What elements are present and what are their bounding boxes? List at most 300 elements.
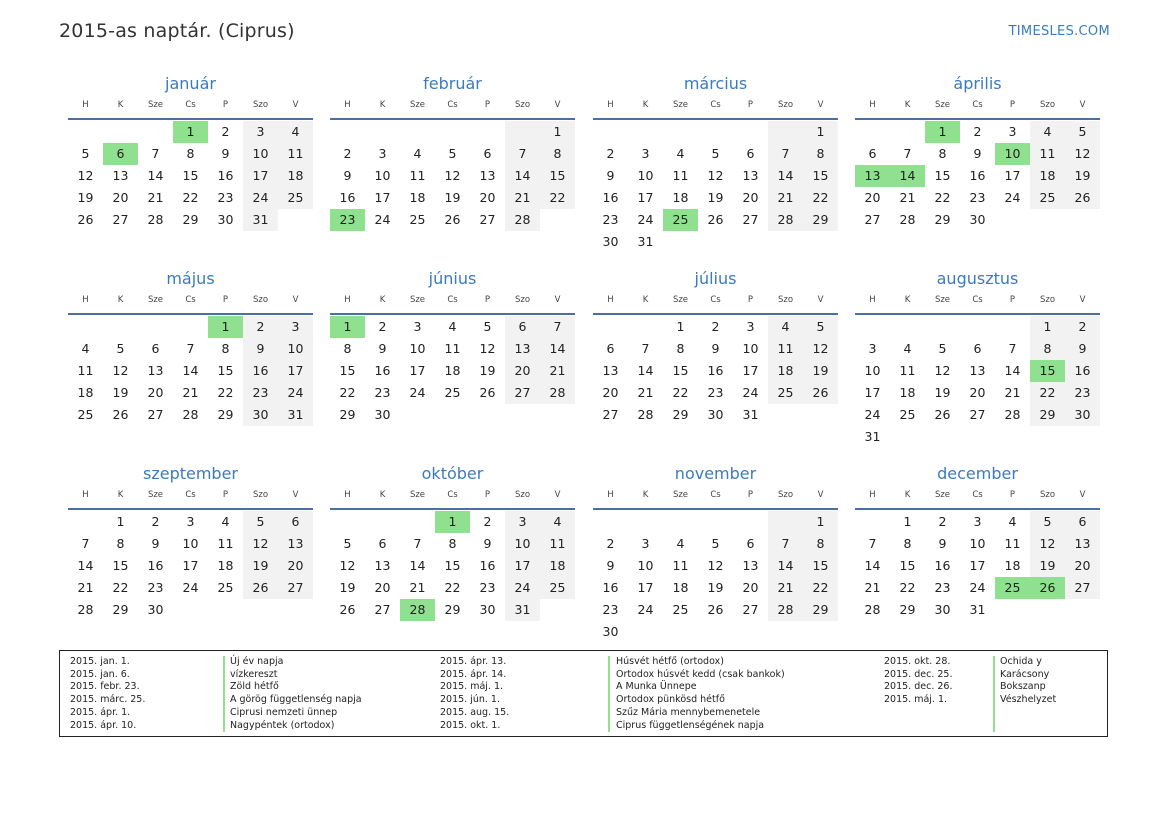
- empty-day-cell: [733, 121, 768, 143]
- day-cell: 2: [343, 146, 352, 161]
- weekday-label: Cs: [447, 295, 458, 305]
- weekday-label: Szo: [252, 295, 269, 305]
- day-cell: 11: [77, 363, 94, 378]
- day-cell: 7: [903, 146, 912, 161]
- day-cell: 27: [479, 212, 496, 227]
- day-cell: 7: [151, 146, 160, 161]
- month-február: [330, 73, 575, 231]
- weekday-label: P: [747, 490, 754, 500]
- day-cell: 17: [637, 580, 654, 595]
- header-rule: [593, 313, 838, 315]
- weekday-header: [68, 488, 313, 502]
- day-cell: 28: [864, 602, 881, 617]
- day-cell: 29: [217, 407, 234, 422]
- day-cell: 20: [742, 580, 759, 595]
- day-cell: 7: [540, 316, 575, 338]
- day-cell: 25: [768, 382, 803, 404]
- legend-entry: 2015. jan. 1.: [70, 656, 130, 667]
- month-name: április: [953, 74, 1002, 93]
- weekday-label: P: [484, 100, 491, 110]
- day-cell: 29: [112, 602, 129, 617]
- day-cell: 23: [1065, 382, 1100, 404]
- legend-names-col-3: [1000, 656, 1056, 707]
- day-cell: 26: [243, 577, 278, 599]
- day-cell: 6: [868, 146, 877, 161]
- day-cell: 12: [707, 558, 724, 573]
- legend-entry: vízkereszt: [230, 668, 278, 680]
- day-cell: 3: [746, 319, 755, 334]
- day-cell: 11: [409, 168, 426, 183]
- empty-day-cell: [855, 316, 890, 338]
- empty-day-cell: [330, 511, 365, 533]
- day-cell: 24: [864, 407, 881, 422]
- day-cell: 17: [637, 190, 654, 205]
- month-március: [593, 73, 838, 253]
- empty-day-cell: [698, 121, 733, 143]
- month-name: június: [428, 269, 477, 288]
- day-cell: 20: [602, 385, 619, 400]
- weekday-label: Sze: [934, 490, 951, 500]
- weekday-label: V: [817, 295, 824, 305]
- day-cell: 16: [1065, 360, 1100, 382]
- day-grid: [855, 511, 1100, 621]
- month-november: [593, 463, 838, 643]
- day-cell: 24: [969, 580, 986, 595]
- day-cell: 11: [444, 341, 461, 356]
- holiday-day-cell: 15: [1030, 360, 1065, 382]
- weekday-label: Sze: [409, 490, 426, 500]
- day-cell: 29: [803, 209, 838, 231]
- day-cell: 8: [221, 341, 230, 356]
- day-cell: 5: [711, 146, 720, 161]
- day-cell: 5: [1030, 511, 1065, 533]
- day-cell: 4: [903, 341, 912, 356]
- day-cell: 31: [243, 209, 278, 231]
- weekday-label: K: [117, 490, 124, 500]
- month-name: augusztus: [936, 269, 1019, 288]
- day-cell: 29: [803, 599, 838, 621]
- empty-day-cell: [435, 121, 470, 143]
- weekday-label: P: [1009, 490, 1016, 500]
- day-cell: 9: [483, 536, 492, 551]
- day-cell: 29: [444, 602, 461, 617]
- day-cell: 3: [243, 121, 278, 143]
- day-cell: 20: [147, 385, 164, 400]
- month-július: [593, 268, 838, 426]
- empty-day-cell: [68, 511, 103, 533]
- weekday-label: H: [82, 295, 89, 305]
- day-cell: 6: [505, 316, 540, 338]
- day-cell: 22: [112, 580, 129, 595]
- weekday-label: V: [554, 490, 561, 500]
- day-cell: 18: [278, 165, 313, 187]
- day-cell: 21: [864, 580, 881, 595]
- day-cell: 15: [803, 555, 838, 577]
- legend-dates-col-3: [884, 656, 952, 707]
- empty-day-cell: [400, 121, 435, 143]
- day-cell: 4: [278, 121, 313, 143]
- day-cell: 5: [1065, 121, 1100, 143]
- day-cell: 12: [243, 533, 278, 555]
- weekday-label: V: [817, 490, 824, 500]
- day-cell: 7: [413, 536, 422, 551]
- day-cell: 8: [186, 146, 195, 161]
- day-cell: 9: [973, 146, 982, 161]
- day-cell: 26: [1065, 187, 1100, 209]
- day-grid: [68, 121, 313, 231]
- day-cell: 18: [217, 558, 234, 573]
- day-cell: 15: [672, 363, 689, 378]
- day-cell: 2: [1065, 316, 1100, 338]
- day-cell: 31: [864, 429, 881, 444]
- day-cell: 27: [505, 382, 540, 404]
- day-cell: 14: [77, 558, 94, 573]
- day-cell: 25: [540, 577, 575, 599]
- day-cell: 27: [864, 212, 881, 227]
- day-cell: 18: [540, 555, 575, 577]
- day-cell: 26: [77, 212, 94, 227]
- month-name: május: [166, 269, 215, 288]
- day-cell: 13: [742, 558, 759, 573]
- day-cell: 17: [742, 363, 759, 378]
- day-cell: 2: [973, 124, 982, 139]
- day-cell: 13: [112, 168, 129, 183]
- day-cell: 7: [868, 536, 877, 551]
- weekday-label: V: [1079, 100, 1086, 110]
- empty-day-cell: [768, 511, 803, 533]
- day-cell: 15: [803, 165, 838, 187]
- empty-day-cell: [960, 316, 995, 338]
- day-cell: 17: [969, 558, 986, 573]
- month-május: [68, 268, 313, 426]
- day-cell: 21: [409, 580, 426, 595]
- day-cell: 10: [243, 143, 278, 165]
- day-cell: 3: [413, 319, 422, 334]
- day-cell: 14: [540, 338, 575, 360]
- day-cell: 26: [339, 602, 356, 617]
- day-cell: 14: [409, 558, 426, 573]
- day-cell: 12: [1030, 533, 1065, 555]
- day-grid: [330, 511, 575, 621]
- day-cell: 15: [444, 558, 461, 573]
- day-cell: 3: [973, 514, 982, 529]
- day-cell: 8: [343, 341, 352, 356]
- day-cell: 20: [505, 360, 540, 382]
- month-augusztus: [855, 268, 1100, 448]
- holiday-day-cell: 10: [995, 143, 1030, 165]
- day-cell: 19: [803, 360, 838, 382]
- month-name: október: [421, 464, 484, 483]
- empty-day-cell: [138, 316, 173, 338]
- day-cell: 5: [448, 146, 457, 161]
- day-cell: 22: [1030, 382, 1065, 404]
- day-cell: 16: [969, 168, 986, 183]
- empty-day-cell: [995, 316, 1030, 338]
- day-cell: 16: [479, 558, 496, 573]
- weekday-label: Szo: [777, 295, 794, 305]
- legend-entry: Ochida y: [1000, 656, 1042, 667]
- day-cell: 9: [343, 168, 352, 183]
- day-cell: 29: [934, 212, 951, 227]
- legend-entry: 2015. febr. 23.: [70, 681, 140, 693]
- day-cell: 9: [606, 558, 615, 573]
- day-cell: 27: [374, 602, 391, 617]
- legend-entry: 2015. jún. 1.: [440, 694, 501, 706]
- weekday-label: H: [869, 490, 876, 500]
- legend-entry: Zöld hétfő: [230, 681, 279, 693]
- day-cell: 25: [1030, 187, 1065, 209]
- day-cell: 20: [112, 190, 129, 205]
- day-cell: 13: [479, 168, 496, 183]
- legend-entry: 2015. ápr. 10.: [70, 719, 137, 731]
- brand-link[interactable]: TIMESLES.COM: [1008, 24, 1110, 39]
- day-cell: 8: [116, 536, 125, 551]
- day-cell: 21: [637, 385, 654, 400]
- day-cell: 10: [742, 341, 759, 356]
- weekday-label: Szo: [514, 490, 531, 500]
- day-cell: 24: [243, 187, 278, 209]
- weekday-label: P: [222, 295, 229, 305]
- day-cell: 6: [746, 536, 755, 551]
- day-cell: 16: [374, 363, 391, 378]
- day-cell: 26: [707, 602, 724, 617]
- day-cell: 20: [278, 555, 313, 577]
- weekday-header: [593, 293, 838, 307]
- day-cell: 21: [540, 360, 575, 382]
- day-cell: 15: [182, 168, 199, 183]
- header-rule: [855, 508, 1100, 510]
- day-cell: 1: [803, 511, 838, 533]
- weekday-label: Cs: [185, 490, 196, 500]
- weekday-label: K: [117, 100, 124, 110]
- day-cell: 13: [505, 338, 540, 360]
- day-cell: 24: [637, 212, 654, 227]
- day-cell: 30: [217, 212, 234, 227]
- day-cell: 7: [641, 341, 650, 356]
- day-cell: 12: [339, 558, 356, 573]
- day-cell: 23: [934, 580, 951, 595]
- legend-entry: 2015. okt. 28.: [884, 656, 951, 667]
- day-cell: 22: [444, 580, 461, 595]
- day-cell: 19: [707, 580, 724, 595]
- header-rule: [330, 313, 575, 315]
- weekday-label: V: [1079, 295, 1086, 305]
- day-cell: 18: [768, 360, 803, 382]
- day-cell: 8: [448, 536, 457, 551]
- month-name: december: [937, 464, 1018, 483]
- day-cell: 10: [637, 168, 654, 183]
- day-cell: 2: [606, 536, 615, 551]
- day-cell: 30: [479, 602, 496, 617]
- weekday-label: H: [344, 100, 351, 110]
- day-cell: 24: [742, 385, 759, 400]
- day-cell: 21: [182, 385, 199, 400]
- weekday-label: K: [379, 490, 386, 500]
- day-grid: [593, 511, 838, 643]
- weekday-label: Szo: [1039, 490, 1056, 500]
- day-cell: 21: [147, 190, 164, 205]
- empty-day-cell: [855, 121, 890, 143]
- empty-day-cell: [628, 121, 663, 143]
- day-cell: 9: [938, 536, 947, 551]
- day-cell: 28: [899, 212, 916, 227]
- empty-day-cell: [400, 511, 435, 533]
- day-cell: 24: [182, 580, 199, 595]
- day-cell: 26: [934, 407, 951, 422]
- day-cell: 30: [602, 624, 619, 639]
- day-cell: 29: [1030, 404, 1065, 426]
- day-cell: 31: [278, 404, 313, 426]
- empty-day-cell: [628, 316, 663, 338]
- day-cell: 3: [641, 146, 650, 161]
- weekday-header: [68, 98, 313, 112]
- weekday-label: V: [554, 100, 561, 110]
- month-name: február: [423, 74, 482, 93]
- day-cell: 22: [540, 187, 575, 209]
- day-cell: 10: [278, 338, 313, 360]
- day-cell: 4: [413, 146, 422, 161]
- weekday-label: P: [747, 295, 754, 305]
- weekday-label: H: [82, 490, 89, 500]
- day-cell: 20: [864, 190, 881, 205]
- empty-day-cell: [628, 511, 663, 533]
- day-cell: 7: [186, 341, 195, 356]
- day-cell: 14: [505, 165, 540, 187]
- day-cell: 12: [444, 168, 461, 183]
- day-cell: 28: [768, 209, 803, 231]
- day-cell: 8: [803, 533, 838, 555]
- day-cell: 26: [707, 212, 724, 227]
- weekday-label: P: [1009, 295, 1016, 305]
- day-cell: 31: [505, 599, 540, 621]
- day-cell: 21: [899, 190, 916, 205]
- day-cell: 17: [505, 555, 540, 577]
- day-cell: 3: [868, 341, 877, 356]
- holiday-day-cell: 1: [435, 511, 470, 533]
- legend-entry: Ciprusi nemzeti ünnep: [230, 706, 338, 718]
- weekday-label: Cs: [447, 100, 458, 110]
- day-cell: 4: [1030, 121, 1065, 143]
- day-cell: 28: [637, 407, 654, 422]
- day-cell: 28: [505, 209, 540, 231]
- weekday-label: Sze: [672, 295, 689, 305]
- day-cell: 4: [768, 316, 803, 338]
- day-cell: 5: [711, 536, 720, 551]
- empty-day-cell: [768, 121, 803, 143]
- weekday-label: Szo: [777, 490, 794, 500]
- day-cell: 5: [803, 316, 838, 338]
- day-cell: 1: [116, 514, 125, 529]
- legend-entry: 2015. ápr. 14.: [440, 668, 507, 680]
- weekday-label: V: [817, 100, 824, 110]
- weekday-label: P: [222, 490, 229, 500]
- day-cell: 14: [637, 363, 654, 378]
- legend-entry: 2015. máj. 1.: [884, 694, 948, 706]
- day-cell: 24: [1004, 190, 1021, 205]
- weekday-label: K: [904, 295, 911, 305]
- day-cell: 19: [243, 555, 278, 577]
- header-rule: [68, 313, 313, 315]
- day-cell: 8: [903, 536, 912, 551]
- weekday-label: H: [607, 100, 614, 110]
- weekday-label: Sze: [672, 100, 689, 110]
- day-cell: 23: [707, 385, 724, 400]
- day-cell: 9: [1065, 338, 1100, 360]
- day-cell: 24: [637, 602, 654, 617]
- legend-dates-col-1: [70, 656, 145, 732]
- day-cell: 1: [1030, 316, 1065, 338]
- header-rule: [855, 313, 1100, 315]
- empty-day-cell: [505, 121, 540, 143]
- day-cell: 26: [444, 212, 461, 227]
- day-cell: 23: [147, 580, 164, 595]
- day-cell: 25: [444, 385, 461, 400]
- header-rule: [330, 118, 575, 120]
- day-grid: [855, 316, 1100, 448]
- weekday-header: [330, 98, 575, 112]
- day-cell: 30: [1065, 404, 1100, 426]
- weekday-label: K: [642, 490, 649, 500]
- weekday-label: P: [484, 490, 491, 500]
- month-április: [855, 73, 1100, 231]
- legend-entry: 2015. dec. 26.: [884, 681, 953, 693]
- holiday-day-cell: 25: [995, 577, 1030, 599]
- day-cell: 19: [339, 580, 356, 595]
- day-cell: 10: [505, 533, 540, 555]
- weekday-label: H: [869, 295, 876, 305]
- day-cell: 9: [221, 146, 230, 161]
- day-cell: 8: [676, 341, 685, 356]
- day-cell: 10: [182, 536, 199, 551]
- holiday-legend: [59, 650, 1108, 737]
- day-cell: 11: [672, 168, 689, 183]
- day-cell: 16: [602, 580, 619, 595]
- weekday-label: Cs: [710, 490, 721, 500]
- day-cell: 23: [602, 212, 619, 227]
- day-cell: 15: [112, 558, 129, 573]
- day-cell: 11: [768, 338, 803, 360]
- day-cell: 16: [243, 360, 278, 382]
- day-cell: 31: [742, 407, 759, 422]
- weekday-label: H: [82, 100, 89, 110]
- day-cell: 11: [899, 363, 916, 378]
- weekday-label: H: [344, 490, 351, 500]
- legend-entry: 2015. máj. 1.: [440, 681, 504, 693]
- legend-entry: A görög függetlenség napja: [230, 694, 362, 706]
- day-cell: 27: [969, 407, 986, 422]
- empty-day-cell: [890, 316, 925, 338]
- empty-day-cell: [68, 121, 103, 143]
- day-cell: 12: [112, 363, 129, 378]
- day-cell: 24: [505, 577, 540, 599]
- day-cell: 8: [803, 143, 838, 165]
- day-cell: 24: [278, 382, 313, 404]
- day-cell: 26: [112, 407, 129, 422]
- weekday-label: V: [292, 295, 299, 305]
- day-cell: 22: [339, 385, 356, 400]
- day-cell: 4: [448, 319, 457, 334]
- day-cell: 12: [707, 168, 724, 183]
- day-cell: 5: [483, 319, 492, 334]
- day-cell: 19: [77, 190, 94, 205]
- weekday-label: Cs: [447, 490, 458, 500]
- day-cell: 9: [711, 341, 720, 356]
- day-cell: 14: [147, 168, 164, 183]
- empty-day-cell: [330, 121, 365, 143]
- weekday-label: Szo: [1039, 295, 1056, 305]
- weekday-label: Sze: [934, 100, 951, 110]
- day-cell: 16: [147, 558, 164, 573]
